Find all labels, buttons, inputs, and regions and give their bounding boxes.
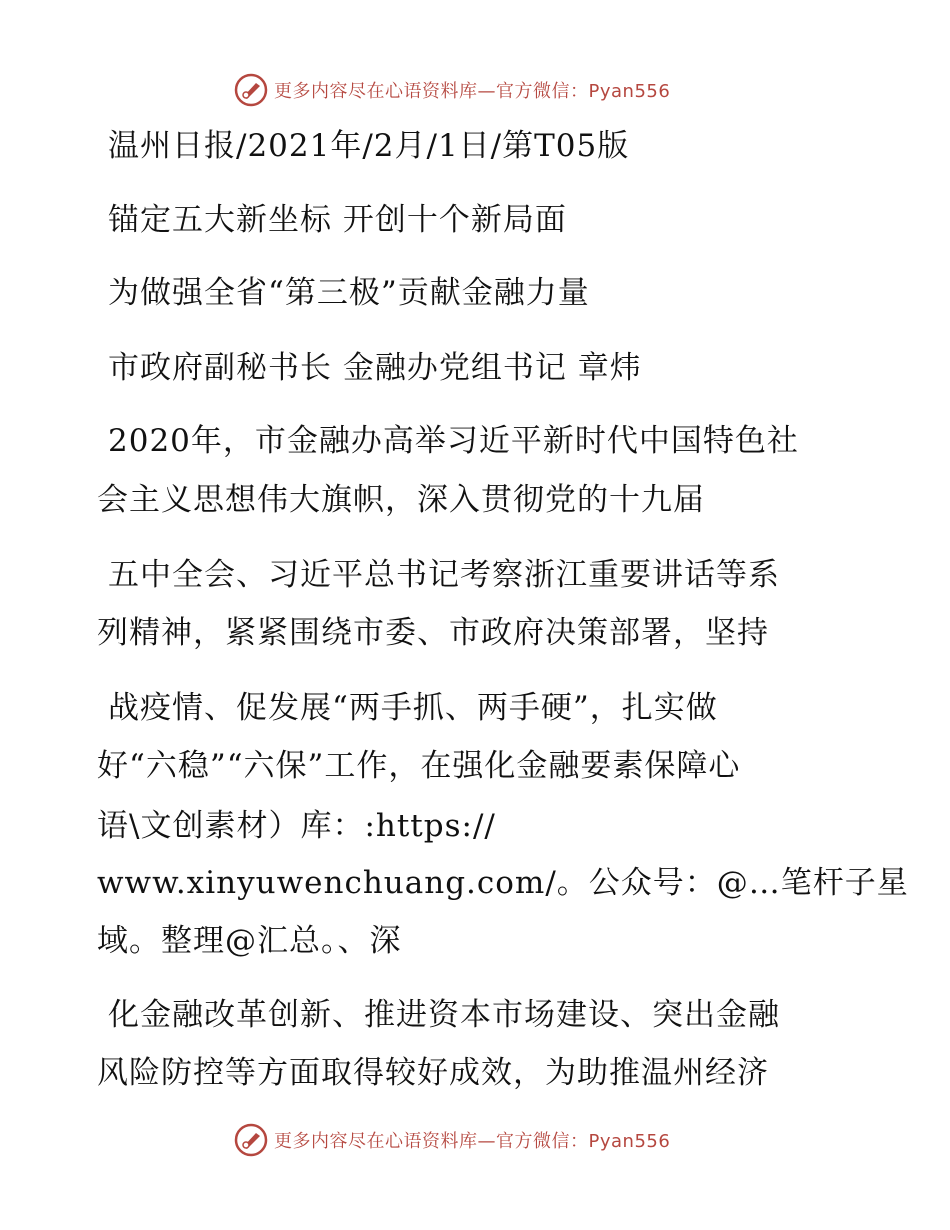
watermark-banner-top (234, 72, 670, 108)
watermark-handle: Pyan556 (588, 81, 671, 102)
watermark-text: 更多内容尽在心语资料库—官方微信：Pyan556 (274, 81, 671, 102)
body-line: 五中全会、习近平总书记考察浙江重要讲话等系 (108, 557, 780, 593)
body-line: 战疫情、促发展“两手抓、两手硬”，扎实做 (108, 690, 718, 726)
body-line: 化金融改革创新、推进资本市场建设、突出金融 (108, 997, 780, 1033)
watermark-handle: Pyan556 (588, 1131, 671, 1152)
body-line: 会主义思想伟大旗帜，深入贯彻党的十九届 (97, 482, 705, 518)
body-line: www.xinyuwenchuang.com/。公众号：@…笔杆子星 (97, 865, 909, 901)
body-line: 列精神，紧紧围绕市委、市政府决策部署，坚持 (97, 615, 769, 651)
body-line: 语\文创素材）库：:https:// (97, 808, 496, 844)
article-author: 市政府副秘书长 金融办党组书记 章炜 (108, 350, 642, 386)
article-source: 温州日报/2021年/2月/1日/第T05版 (108, 128, 630, 164)
body-line: 域。整理@汇总。、深 (97, 923, 402, 959)
body-line: 2020年，市金融办高举习近平新时代中国特色社 (108, 423, 799, 459)
article-subheadline: 为做强全省“第三极”贡献金融力量 (108, 275, 590, 311)
body-line: 风险防控等方面取得较好成效，为助推温州经济 (97, 1055, 769, 1091)
article-headline: 锚定五大新坐标 开创十个新局面 (108, 202, 567, 238)
body-line: 好“六稳”“六保”工作，在强化金融要素保障心 (97, 748, 741, 784)
watermark-banner-bottom (234, 1122, 670, 1158)
watermark-text: 更多内容尽在心语资料库—官方微信：Pyan556 (274, 1131, 671, 1152)
seal-logo-icon (234, 1123, 268, 1157)
seal-logo-icon (234, 73, 268, 107)
